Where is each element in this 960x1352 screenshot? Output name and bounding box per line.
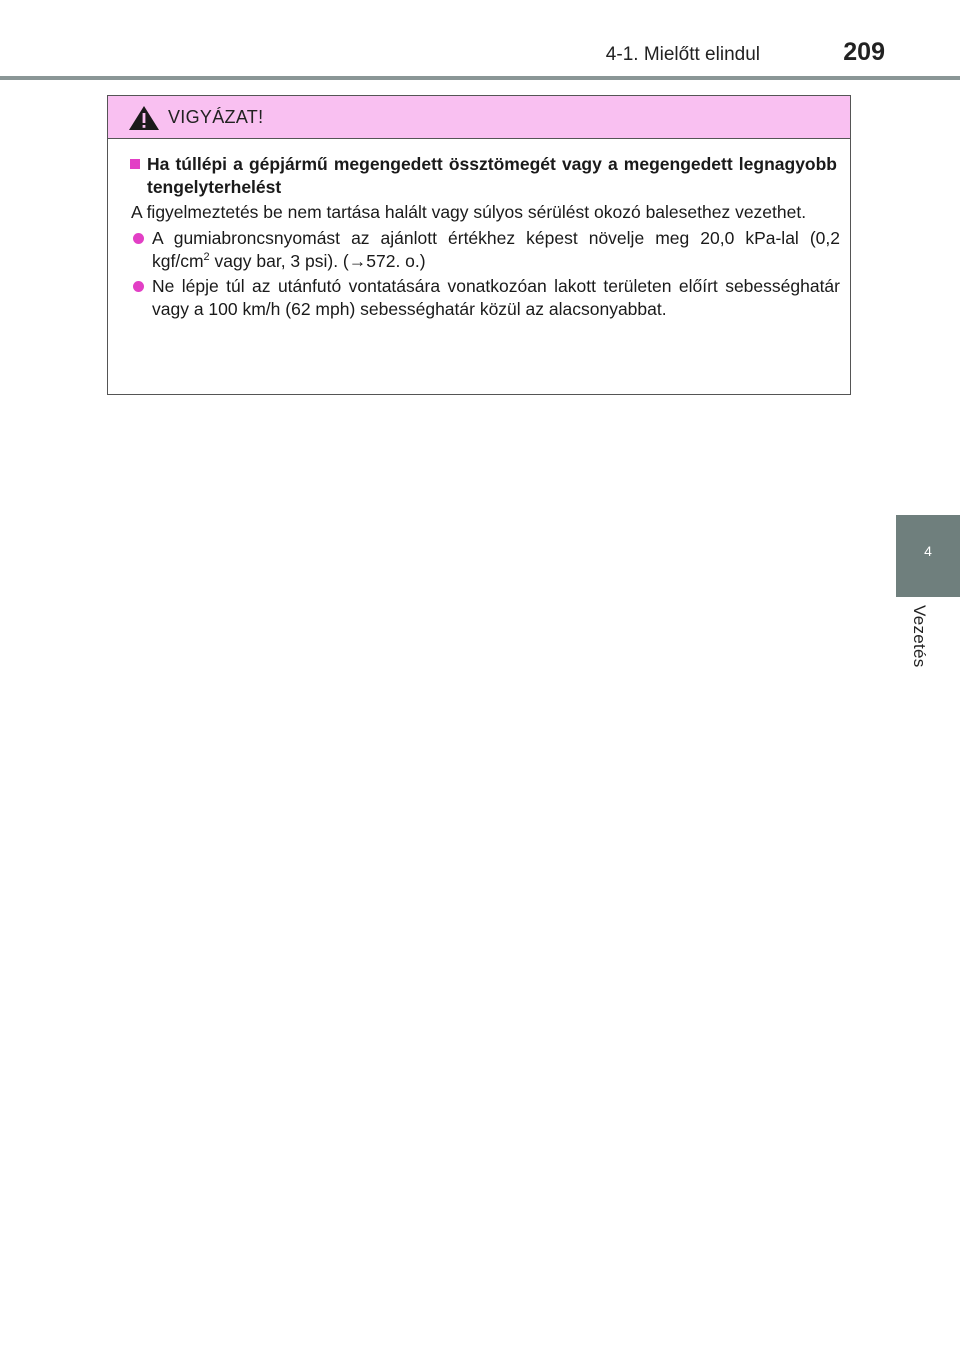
warning-heading-text: Ha túllépi a gépjármű megengedett össztömegét vagy a megengedett legnagyobb tengelyterhelést — [147, 154, 837, 197]
bullet-text — [152, 227, 840, 273]
list-item — [130, 275, 840, 321]
warning-header — [108, 96, 850, 139]
bullet-text-part: vagy bar, 3 psi). (→572. o.) — [209, 251, 426, 271]
warning-body — [108, 139, 850, 321]
circle-bullet-icon — [133, 233, 144, 244]
warning-box — [107, 95, 851, 395]
header-divider — [0, 76, 960, 80]
warning-paragraph: A figyelmeztetés be nem tartása halált vagy súlyos sérülést okozó balesethez vezethet. — [131, 202, 807, 222]
list-item — [130, 227, 840, 273]
warning-title: VIGYÁZAT! — [168, 107, 264, 127]
warning-triangle-icon — [128, 105, 160, 131]
circle-bullet-icon — [133, 281, 144, 292]
section-title: 4-1. Mielőtt elindul — [605, 44, 760, 65]
square-bullet-icon — [130, 159, 140, 169]
page-header — [0, 0, 960, 80]
superscript: 2 — [203, 251, 210, 264]
chapter-tab — [896, 515, 960, 597]
warning-bullet-list — [130, 227, 840, 321]
bullet-text-part: A gumiabroncsnyomást az ajánlott értékhez képest növelje meg 20,0 kPa-lal (0,2 kgf/cm — [152, 228, 840, 271]
chapter-tab-number: 4 — [924, 543, 932, 559]
chapter-tab-label: Vezetés — [910, 605, 929, 668]
page-number: 209 — [843, 38, 885, 66]
warning-subheading — [130, 153, 840, 199]
bullet-text: Ne lépje túl az utánfutó vontatására vonatkozóan lakott területen előírt sebességhatár vagy a 100 km/h (62 mph) sebességhatár közül az alacsonyabbat. — [152, 276, 840, 319]
